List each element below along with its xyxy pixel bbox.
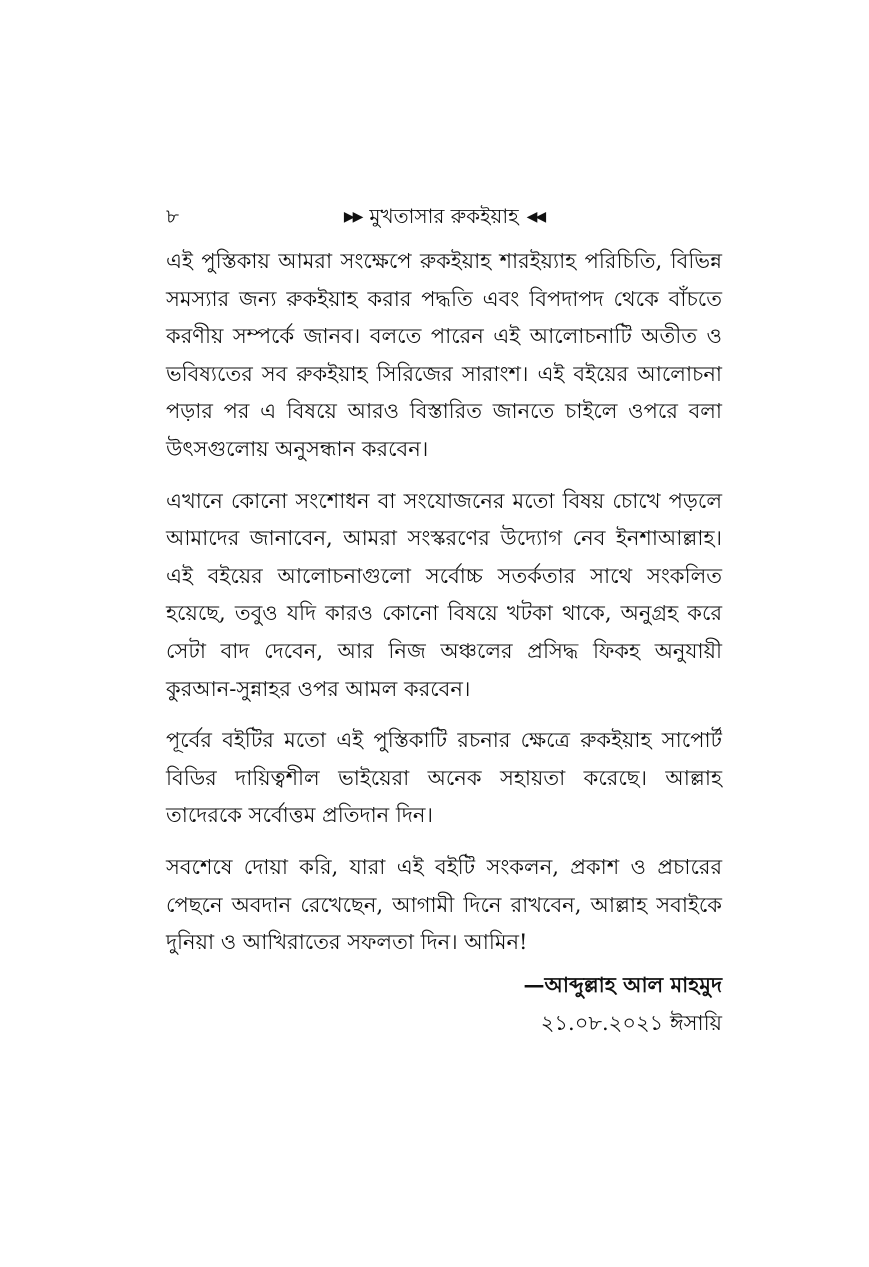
page-number: ৮: [166, 204, 179, 228]
paragraph-4: সবশেষে দোয়া করি, যারা এই বইটি সংকলন, প্রকাশ ও প্রচারের পেছনে অবদান রেখেছেন, আগামী দিনে রাখবেন, আল্লাহ সবাইকে দুনিয়া ও আখিরাতের সফলতা দিন। আমিন!: [166, 854, 722, 955]
book-title: মুখতাসার রুকইয়াহ: [369, 204, 519, 228]
page-header: [166, 203, 722, 229]
running-title: [166, 203, 722, 230]
signature-date: ২১.০৮.২০২১ ঈসায়ি: [540, 1011, 722, 1035]
right-arrows-icon: ▶▶: [343, 209, 362, 225]
body-text: [166, 243, 722, 976]
paragraph-3: পূর্বের বইটির মতো এই পুস্তিকাটি রচনার ক্ষেত্রে রুকইয়াহ সাপোর্ট বিডির দায়িত্বশীল ভাইয়েরা অনেক সহায়তা করেছে। আল্লাহ তাদেরকে সর্বোত্তম প্রতিদান দিন।: [166, 728, 722, 828]
signature-block: [166, 966, 722, 1042]
author-name: —আব্দুল্লাহ আল মাহমুদ: [523, 972, 722, 997]
left-arrows-icon: ◀◀: [526, 209, 545, 225]
paragraph-1: এই পুস্তিকায় আমরা সংক্ষেপে রুকইয়াহ শারইয়্যাহ পরিচিতি, বিভিন্ন সমস্যার জন্য রুকইয়াহ করার পদ্ধতি এবং বিপদাপদ থেকে বাঁচতে করণীয় সম্পর্কে জানব। বলতে পারেন এই আলোচনাটি অতীত ও ভবিষ্যতের সব রুকইয়াহ সিরিজের সারাংশ। এই বইয়ের আলোচনা পড়ার পর এ বিষয়ে আরও বিস্তারিত জানতে চাইলে ওপরে বলা উৎসগুলোয় অনুসন্ধান করবেন।: [166, 249, 722, 461]
paragraph-2: এখানে কোনো সংশোধন বা সংযোজনের মতো বিষয় চোখে পড়লে আমাদের জানাবেন, আমরা সংস্করণের উদ্যোগ নেব ইনশাআল্লাহ। এই বইয়ের আলোচনাগুলো সর্বোচ্চ সতর্কতার সাথে সংকলিত হয়েছে, তবুও যদি কারও কোনো বিষয়ে খটকা থাকে, অনুগ্রহ করে সেটা বাদ দেবেন, আর নিজ অঞ্চলের প্রসিদ্ধ ফিকহ অনুযায়ী কুরআন-সুন্নাহর ওপর আমল করবেন।: [166, 488, 722, 701]
